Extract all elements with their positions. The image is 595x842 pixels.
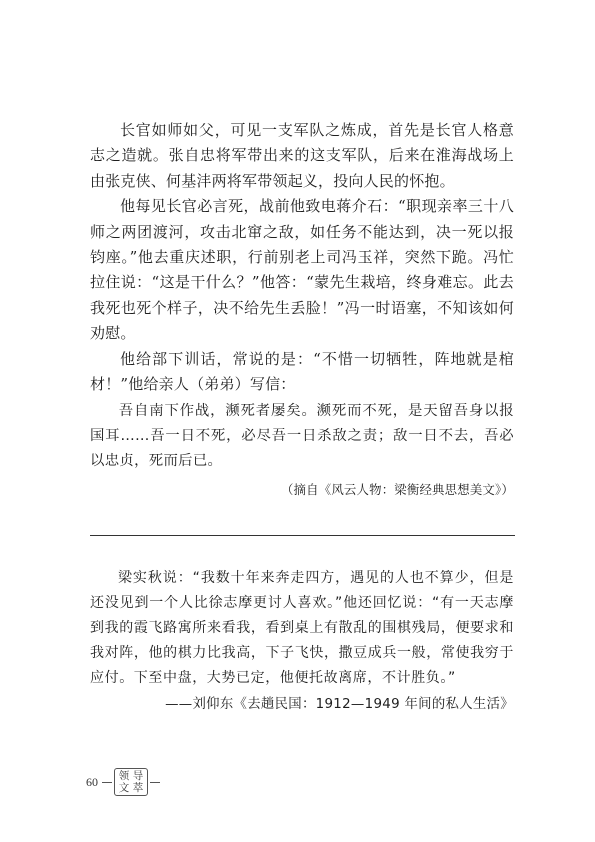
footer-rule-left (102, 782, 112, 783)
paragraph-2: 他每见长官必言死，战前他致电蒋介石：“职现亲率三十八师之两团渡河，攻击北窜之敌，如任务不能达到，决一死以报钧座。”他去重庆述职，行前别老上司冯玉祥，突然下跪。冯忙拉住说：“这是干什么？”他答：“蒙先生栽培，终身难忘。此去我死也死个样子，决不给先生丢脸！”冯一时语塞，不知该如何劝慰。 (90, 197, 514, 343)
quote-text: 梁实秋说：“我数十年来奔走四方，遇见的人也不算少，但是还没见到一个人比徐志摩更讨人喜欢。”他还回忆说：“有一天志摩到我的霞飞路寓所来看我，看到桌上有散乱的围棋残局，便要求和我对阵，他的棋力比我高，下子飞快，撒豆成兵一般，常使我穷于应付。下至中盘，大势已定，他便托故离席，不计胜负。” (90, 570, 514, 686)
main-article (90, 118, 514, 500)
letter-quote: 吾自南下作战，濒死者屡矣。濒死而不死，是天留吾身以报国耳……吾一日不死，必尽吾一日杀敌之责；敌一日不去，吾必以忠贞，死而后已。 (90, 403, 514, 470)
page-number: 60 (86, 774, 98, 789)
page-footer (86, 768, 160, 796)
logo-char: 领 (118, 770, 130, 782)
logo-char: 萃 (132, 782, 144, 794)
section-divider (90, 535, 515, 536)
source-citation: （摘自《风云人物：梁衡经典思想美文》） (280, 481, 514, 497)
quote-attribution: ——刘仰东《去趟民国：1912—1949 年间的私人生活》 (165, 697, 514, 712)
journal-logo (114, 768, 148, 796)
sidebar-quote (90, 566, 514, 717)
paragraph-1: 长官如师如父，可见一支军队之炼成，首先是长官人格意志之造就。张自忠将军带出来的这支军队，后来在淮海战场上由张克侠、何基沣两将军带领起义，投向人民的怀抱。 (90, 121, 514, 190)
logo-char: 文 (118, 782, 130, 794)
paragraph-3: 他给部下训话，常说的是：“不惜一切牺牲，阵地就是棺材！”他给亲人（弟弟）写信： (90, 349, 514, 394)
logo-char: 导 (132, 770, 144, 782)
footer-rule-right (150, 782, 160, 783)
